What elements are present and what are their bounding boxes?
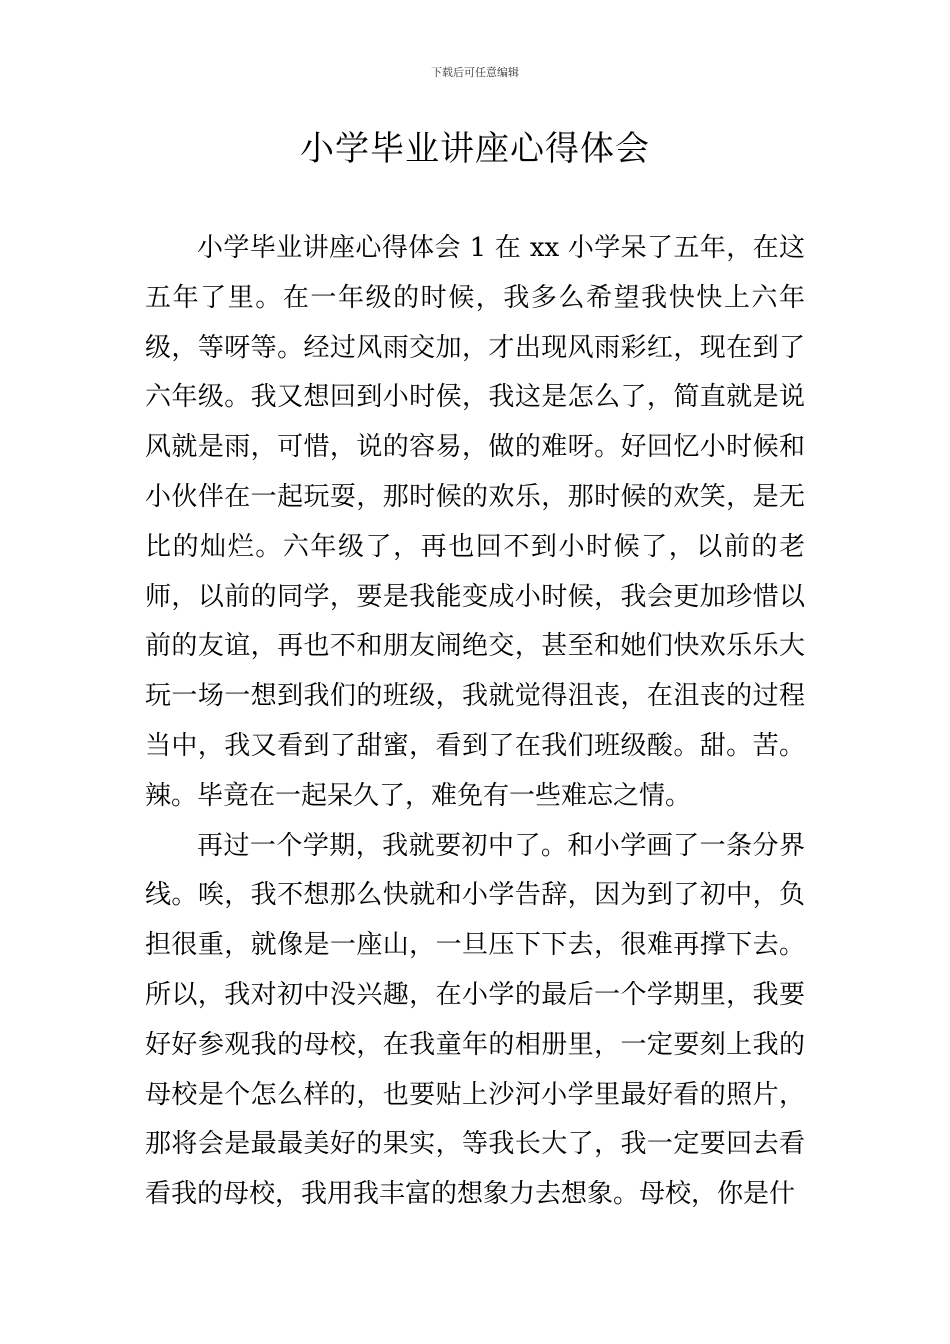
document-body bbox=[145, 224, 805, 1220]
paragraph: 再过一个学期，我就要初中了。和小学画了一条分界线。唉，我不想那么快就和小学告辞，因为到了初中，负担很重，就像是一座山，一旦压下下去，很难再撑下去。所以，我对初中没兴趣，在小学的最后一个学期里，我要好好参观我的母校，在我童年的相册里，一定要刻上我的母校是个怎么样的，也要贴上沙河小学里最好看的照片，那将会是最最美好的果实，等我长大了，我一定要回去看看我的母校，我用我丰富的想象力去想象。母校，你是什 bbox=[145, 830, 805, 1210]
document-title: 小学毕业讲座心得体会 bbox=[300, 129, 650, 169]
paragraph: 小学毕业讲座心得体会 1 在 xx 小学呆了五年，在这五年了里。在一年级的时候，我多么希望我快快上六年级，等呀等。经过风雨交加，才出现风雨彩红，现在到了六年级。我又想回到小时侯，我这是怎么了，简直就是说风就是雨，可惜，说的容易，做的难呀。好回忆小时候和小伙伴在一起玩耍，那时候的欢乐，那时候的欢笑，是无比的灿烂。六年级了，再也回不到小时候了，以前的老师，以前的同学，要是我能变成小时候，我会更加珍惜以前的友谊，再也不和朋友闹绝交，甚至和她们快欢乐乐大玩一场一想到我们的班级，我就觉得沮丧，在沮丧的过程当中，我又看到了甜蜜，看到了在我们班级酸。甜。苦。辣。毕竟在一起呆久了，难免有一些难忘之情。 bbox=[145, 233, 805, 811]
header-note: 下载后可任意编辑 bbox=[431, 66, 519, 79]
